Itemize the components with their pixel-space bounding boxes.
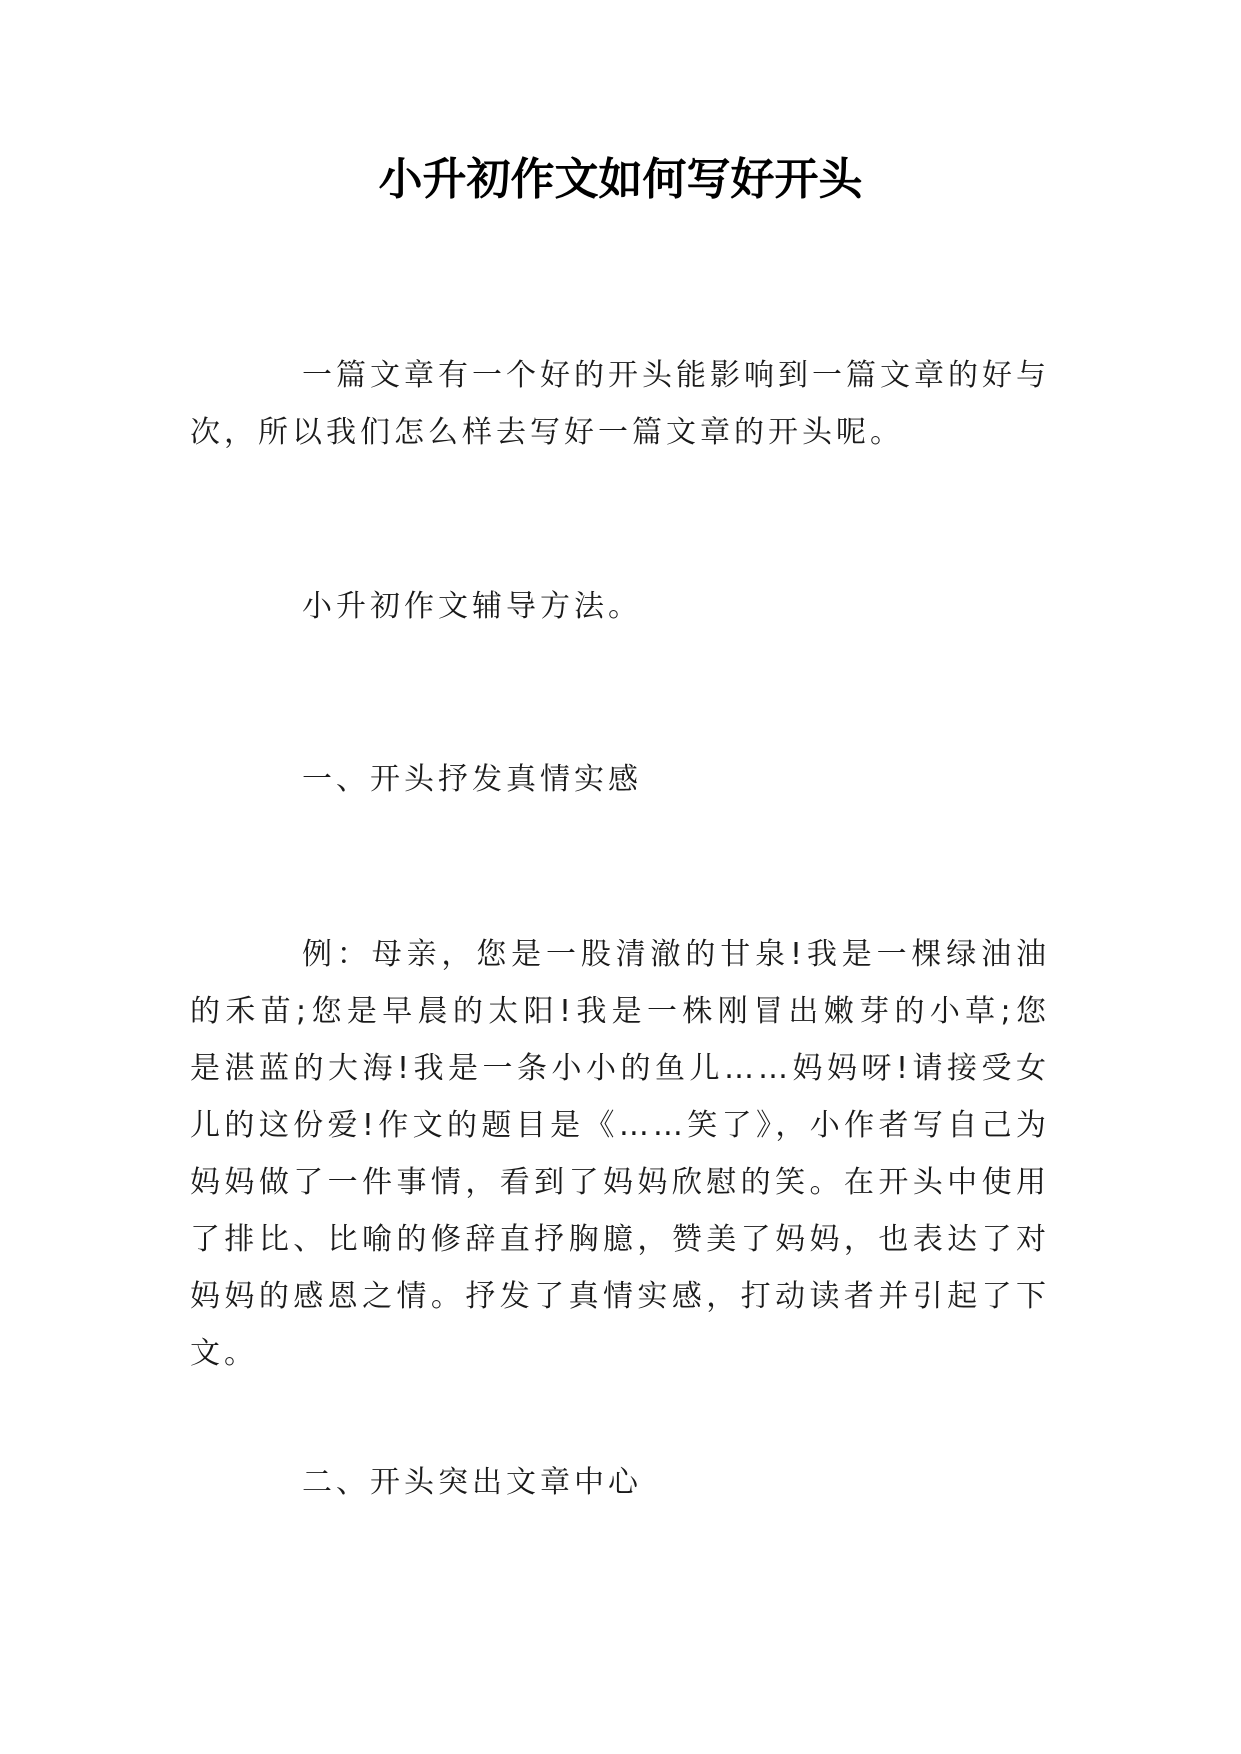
method-paragraph: 小升初作文辅导方法。 <box>302 589 642 624</box>
section-heading-one: 一、开头抒发真情实感 <box>302 762 642 797</box>
intro-paragraph: 一篇文章有一个好的开头能影响到一篇文章的好与次，所以我们怎么样去写好一篇文章的开头呢。 <box>190 358 1050 450</box>
document-title: 小升初作文如何写好开头 <box>378 154 863 205</box>
section-heading-two: 二、开头突出文章中心 <box>302 1465 642 1500</box>
example-paragraph: 例：母亲，您是一股清澈的甘泉!我是一棵绿油油的禾苗;您是早晨的太阳!我是一株刚冒出嫩芽的小草;您是湛蓝的大海!我是一条小小的鱼儿……妈妈呀!请接受女儿的这份爱!作文的题目是《……笑了》，小作者写自己为妈妈做了一件事情，看到了妈妈欣慰的笑。在开头中使用了排比、比喻的修辞直抒胸臆，赞美了妈妈，也表达了对妈妈的感恩之情。抒发了真情实感，打动读者并引起了下文。 <box>190 937 1050 1371</box>
